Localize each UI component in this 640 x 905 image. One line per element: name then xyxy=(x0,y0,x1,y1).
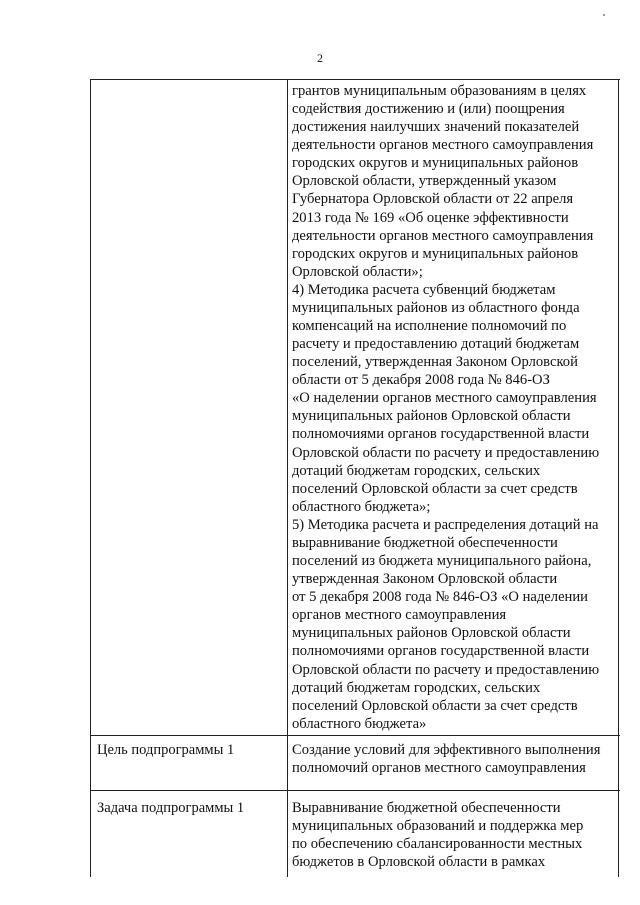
row-content xyxy=(288,80,619,735)
text-line: Выравнивание бюджетной обеспеченности xyxy=(292,799,561,816)
text-line: дотаций бюджетам городских, сельских xyxy=(292,462,541,479)
text-line: расчету и предоставлению дотаций бюджетам xyxy=(292,336,580,353)
row-label xyxy=(91,80,288,735)
text-line: областного бюджета»; xyxy=(292,498,431,515)
text-line: области от 5 декабря 2008 года № 846-ОЗ xyxy=(292,372,550,389)
text-line: муниципальных районов Орловской области xyxy=(292,408,571,425)
text-line: 5) Методика расчета и распределения дотаций на xyxy=(292,516,599,533)
text-line: полномочиями органов государственной власти xyxy=(292,643,590,660)
row-label: Цель подпрограммы 1 xyxy=(91,736,288,790)
text-line: от 5 декабря 2008 года № 846-ОЗ «О наделении xyxy=(292,589,588,606)
text-line: муниципальных образований и поддержка мер xyxy=(292,818,584,835)
text-line: муниципальных районов Орловской области xyxy=(292,625,571,642)
text-line: полномочиями органов государственной власти xyxy=(292,426,590,443)
text-line: полномочий органов местного самоуправления xyxy=(292,759,586,776)
text-line: Губернатора Орловской области от 22 апреля xyxy=(292,191,574,208)
text-line: бюджетов в Орловской области в рамках xyxy=(292,854,546,871)
text-line: городских округов и муниципальных районов xyxy=(292,245,579,262)
text-line: утвержденная Законом Орловской области xyxy=(292,571,558,588)
table-row-task xyxy=(91,791,620,877)
text-line: областного бюджета» xyxy=(292,715,427,732)
text-line: поселений из бюджета муниципального района, xyxy=(292,553,592,570)
text-line: 4) Методика расчета субвенций бюджетам xyxy=(292,281,556,298)
row-content xyxy=(288,791,619,877)
row-content xyxy=(288,736,619,790)
text-line: городских округов и муниципальных районов xyxy=(292,155,579,172)
page-number: 2 xyxy=(317,51,323,65)
text-line: органов местного самоуправления xyxy=(292,607,507,624)
text-line: муниципальных районов из областного фонда xyxy=(292,299,580,316)
text-line: деятельности органов местного самоуправления xyxy=(292,137,594,154)
text-line: Орловской области, утвержденный указом xyxy=(292,173,557,190)
table-row-continuation xyxy=(91,80,620,736)
text-line: Создание условий для эффективного выполнения xyxy=(292,741,601,758)
text-line: поселений Орловской области за счет средств xyxy=(292,697,578,714)
text-line: поселений Орловской области за счет средств xyxy=(292,480,578,497)
text-line: содействия достижению и (или) поощрения xyxy=(292,101,565,118)
table-row-goal xyxy=(91,736,620,791)
text-line: Орловской области по расчету и предоставлению xyxy=(292,661,600,678)
text-line: Орловской области по расчету и предоставлению xyxy=(292,444,600,461)
text-line: достижения наилучших значений показателей xyxy=(292,119,580,136)
text-line: дотаций бюджетам городских, сельских xyxy=(292,679,541,696)
scan-speck xyxy=(603,14,605,16)
row-label: Задача подпрограммы 1 xyxy=(91,791,288,877)
text-line: «О наделении органов местного самоуправления xyxy=(292,390,597,407)
text-line: по обеспечению сбалансированности местных xyxy=(292,836,583,853)
text-line: поселений, утвержденная Законом Орловской xyxy=(292,354,578,371)
text-line: 2013 года № 169 «Об оценке эффективности xyxy=(292,209,569,226)
text-line: компенсаций на исполнение полномочий по xyxy=(292,318,567,335)
text-line: деятельности органов местного самоуправления xyxy=(292,227,594,244)
passport-table xyxy=(90,79,620,877)
text-line: грантов муниципальным образованиям в целях xyxy=(292,83,587,99)
text-line: выравнивание бюджетной обеспеченности xyxy=(292,534,558,551)
text-line: Орловской области»; xyxy=(292,263,423,280)
